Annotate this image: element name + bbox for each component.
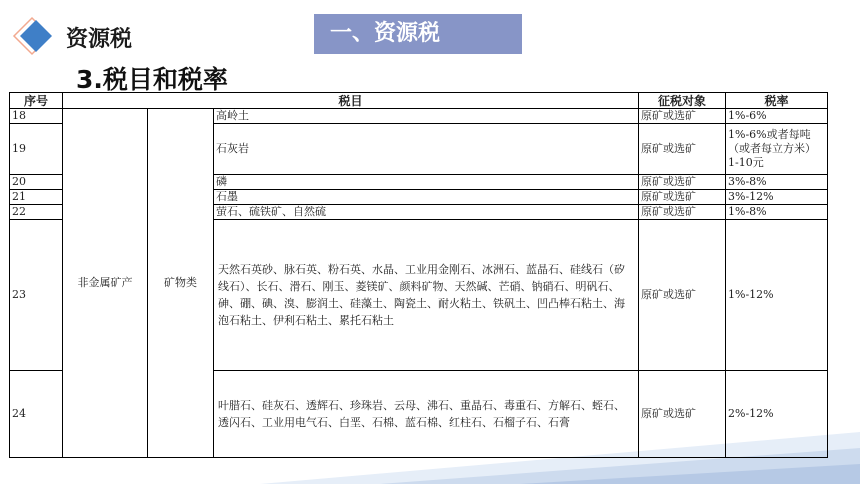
section-label: 资源税 [66,27,133,52]
row-no: 22 [10,205,63,220]
row-item: 天然石英砂、脉石英、粉石英、水晶、工业用金刚石、冰洲石、蓝晶石、硅线石（矽线石）、长石、滑石、刚玉、菱镁矿、颜料矿物、天然碱、芒硝、钠硝石、明矾石、砷、硼、碘、溴、膨润土、硅藻土、陶瓷土、耐火粘土、铁矾土、凹凸棒石粘土、海泡石粘土、伊利石粘土、累托石粘土 [214,220,639,371]
row-rate: 1%-12% [726,220,828,371]
row-no: 18 [10,109,63,124]
row-item: 萤石、硫铁矿、自然硫 [214,205,639,220]
row-object: 原矿或选矿 [639,109,726,124]
row-no: 23 [10,220,63,371]
subcategory-cell: 矿物类 [148,109,214,458]
row-item: 叶腊石、硅灰石、透辉石、珍珠岩、云母、沸石、重晶石、毒重石、方解石、蛭石、透闪石、工业用电气石、白垩、石棉、蓝石棉、红柱石、石榴子石、石膏 [214,371,639,458]
row-item: 石墨 [214,190,639,205]
row-no: 19 [10,124,63,175]
header-no: 序号 [10,93,63,109]
header-rate: 税率 [726,93,828,109]
page-title: 3.税目和税率 [76,65,228,94]
table-header-row [10,93,828,109]
category-cell: 非金属矿产 [63,109,148,458]
row-item: 高岭土 [214,109,639,124]
row-no: 24 [10,371,63,458]
row-rate: 1%-6%或者每吨（或者每立方米）1-10元 [726,124,828,175]
row-rate: 2%-12% [726,371,828,458]
row-item: 磷 [214,175,639,190]
row-rate: 3%-8% [726,175,828,190]
row-object: 原矿或选矿 [639,175,726,190]
row-no: 20 [10,175,63,190]
row-object: 原矿或选矿 [639,220,726,371]
row-object: 原矿或选矿 [639,371,726,458]
row-rate: 1%-8% [726,205,828,220]
table-row [10,109,828,124]
section-banner: 一、资源税 [314,14,522,54]
row-rate: 1%-6% [726,109,828,124]
tax-rate-table [9,92,828,458]
header-object: 征税对象 [639,93,726,109]
row-rate: 3%-12% [726,190,828,205]
row-object: 原矿或选矿 [639,190,726,205]
row-no: 21 [10,190,63,205]
header-item: 税目 [63,93,639,109]
diamond-logo-icon [10,14,54,58]
row-item: 石灰岩 [214,124,639,175]
row-object: 原矿或选矿 [639,124,726,175]
row-object: 原矿或选矿 [639,205,726,220]
